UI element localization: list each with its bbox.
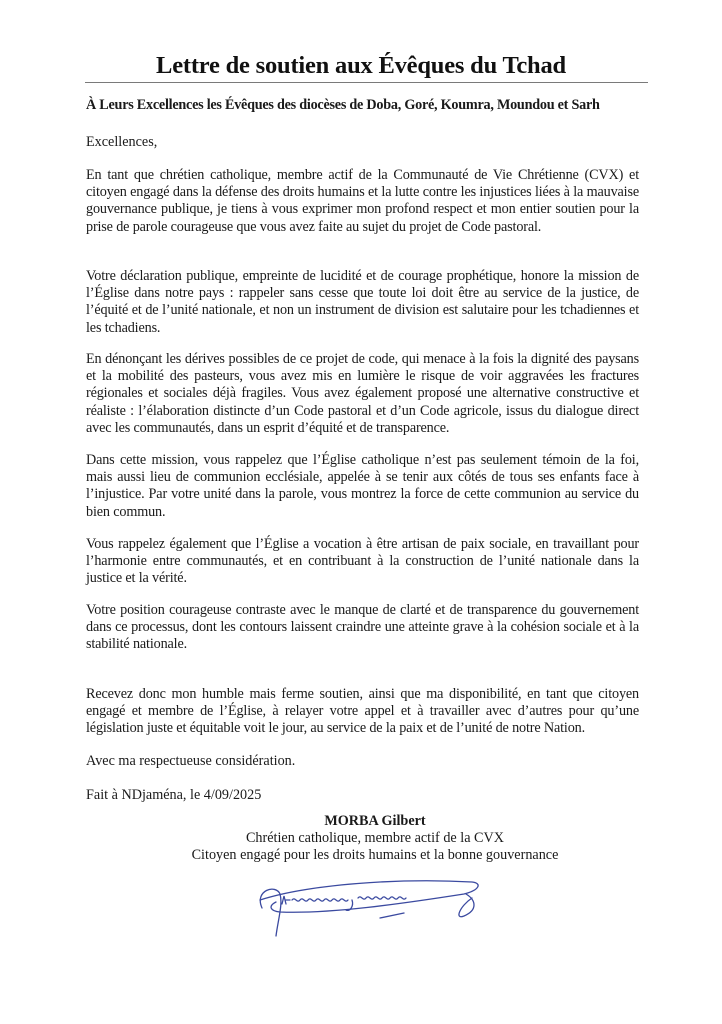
closing-formula: Avec ma respectueuse considération. [86,753,296,769]
paragraph: Vous rappelez également que l’Église a vocation à être artisan de paix sociale, en travaillant pour l’harmonie entre communautés, et en contribuant à la construction de l’unité nationale dans la justice et la vérité. [86,536,639,587]
signatory-name: MORBA Gilbert [324,813,426,829]
paragraph: Dans cette mission, vous rappelez que l’Église catholique n’est pas seulement témoin de la foi, mais aussi lieu de communion ecclésiale, appelée à se tenir aux côtés de tous ses enfants face à l’injustice. Par votre unité dans la parole, vous montrez la force de cette communion au service du bien commun. [86,452,639,520]
paragraph: En dénonçant les dérives possibles de ce projet de code, qui menace à la fois la dignité des paysans et la mobilité des pasteurs, vous avez mis en lumière le risque de voir aggravées les fractures régionales et sociales déjà fragiles. Vous avez également proposé une alternative constructive et réaliste : l’élaboration distincte d’un Code pastoral et d’un Code agricole, issus du dialogue direct avec les communautés, dans un esprit d’équité et de transparence. [86,351,639,436]
signatory-block [150,813,600,864]
signature-strokes [260,881,478,936]
signatory-title-2: Citoyen engagé pour les droits humains et la bonne gouvernance [191,847,559,863]
paragraph: Votre position courageuse contraste avec le manque de clarté et de transparence du gouvernement dans ce processus, dont les contours laissent craindre une atteinte grave à la cohésion sociale et à la stabilité nationale. [86,602,639,653]
handwritten-signature [250,870,490,940]
addressee-line: À Leurs Excellences les Évêques des diocèses de Doba, Goré, Koumra, Moundou et Sarh [86,97,600,113]
paragraph: En tant que chrétien catholique, membre actif de la Communauté de Vie Chrétienne (CVX) et citoyen engagé dans la défense des droits humains et la lutte contre les injustices liées à la mauvaise gouvernance publique, je tiens à vous exprimer mon profond respect et mon entier soutien pour la prise de parole courageuse que vous avez faite au sujet du projet de Code pastoral. [86,167,639,235]
place-and-date: Fait à NDjaména, le 4/09/2025 [86,787,262,803]
paragraph: Votre déclaration publique, empreinte de lucidité et de courage prophétique, honore la mission de l’Église dans notre pays : rappeler sans cesse que toute loi doit être au service de la justice, de l’équité et de l’unité nationale, et non un instrument de division est salutaire pour les tchadiennes et les tchadiens. [86,268,639,336]
signatory-title-1: Chrétien catholique, membre actif de la CVX [245,830,505,846]
paragraph: Recevez donc mon humble mais ferme soutien, ainsi que ma disponibilité, en tant que citoyen engagé et membre de l’Église, à relayer votre appel et à travailler avec d’autres pour qu’une législation juste et équitable voit le jour, au service de la paix et de l’unité de notre Nation. [86,686,639,737]
salutation: Excellences, [86,134,158,150]
title-underline [85,82,648,83]
letter-title: Lettre de soutien aux Évêques du Tchad [156,52,566,79]
